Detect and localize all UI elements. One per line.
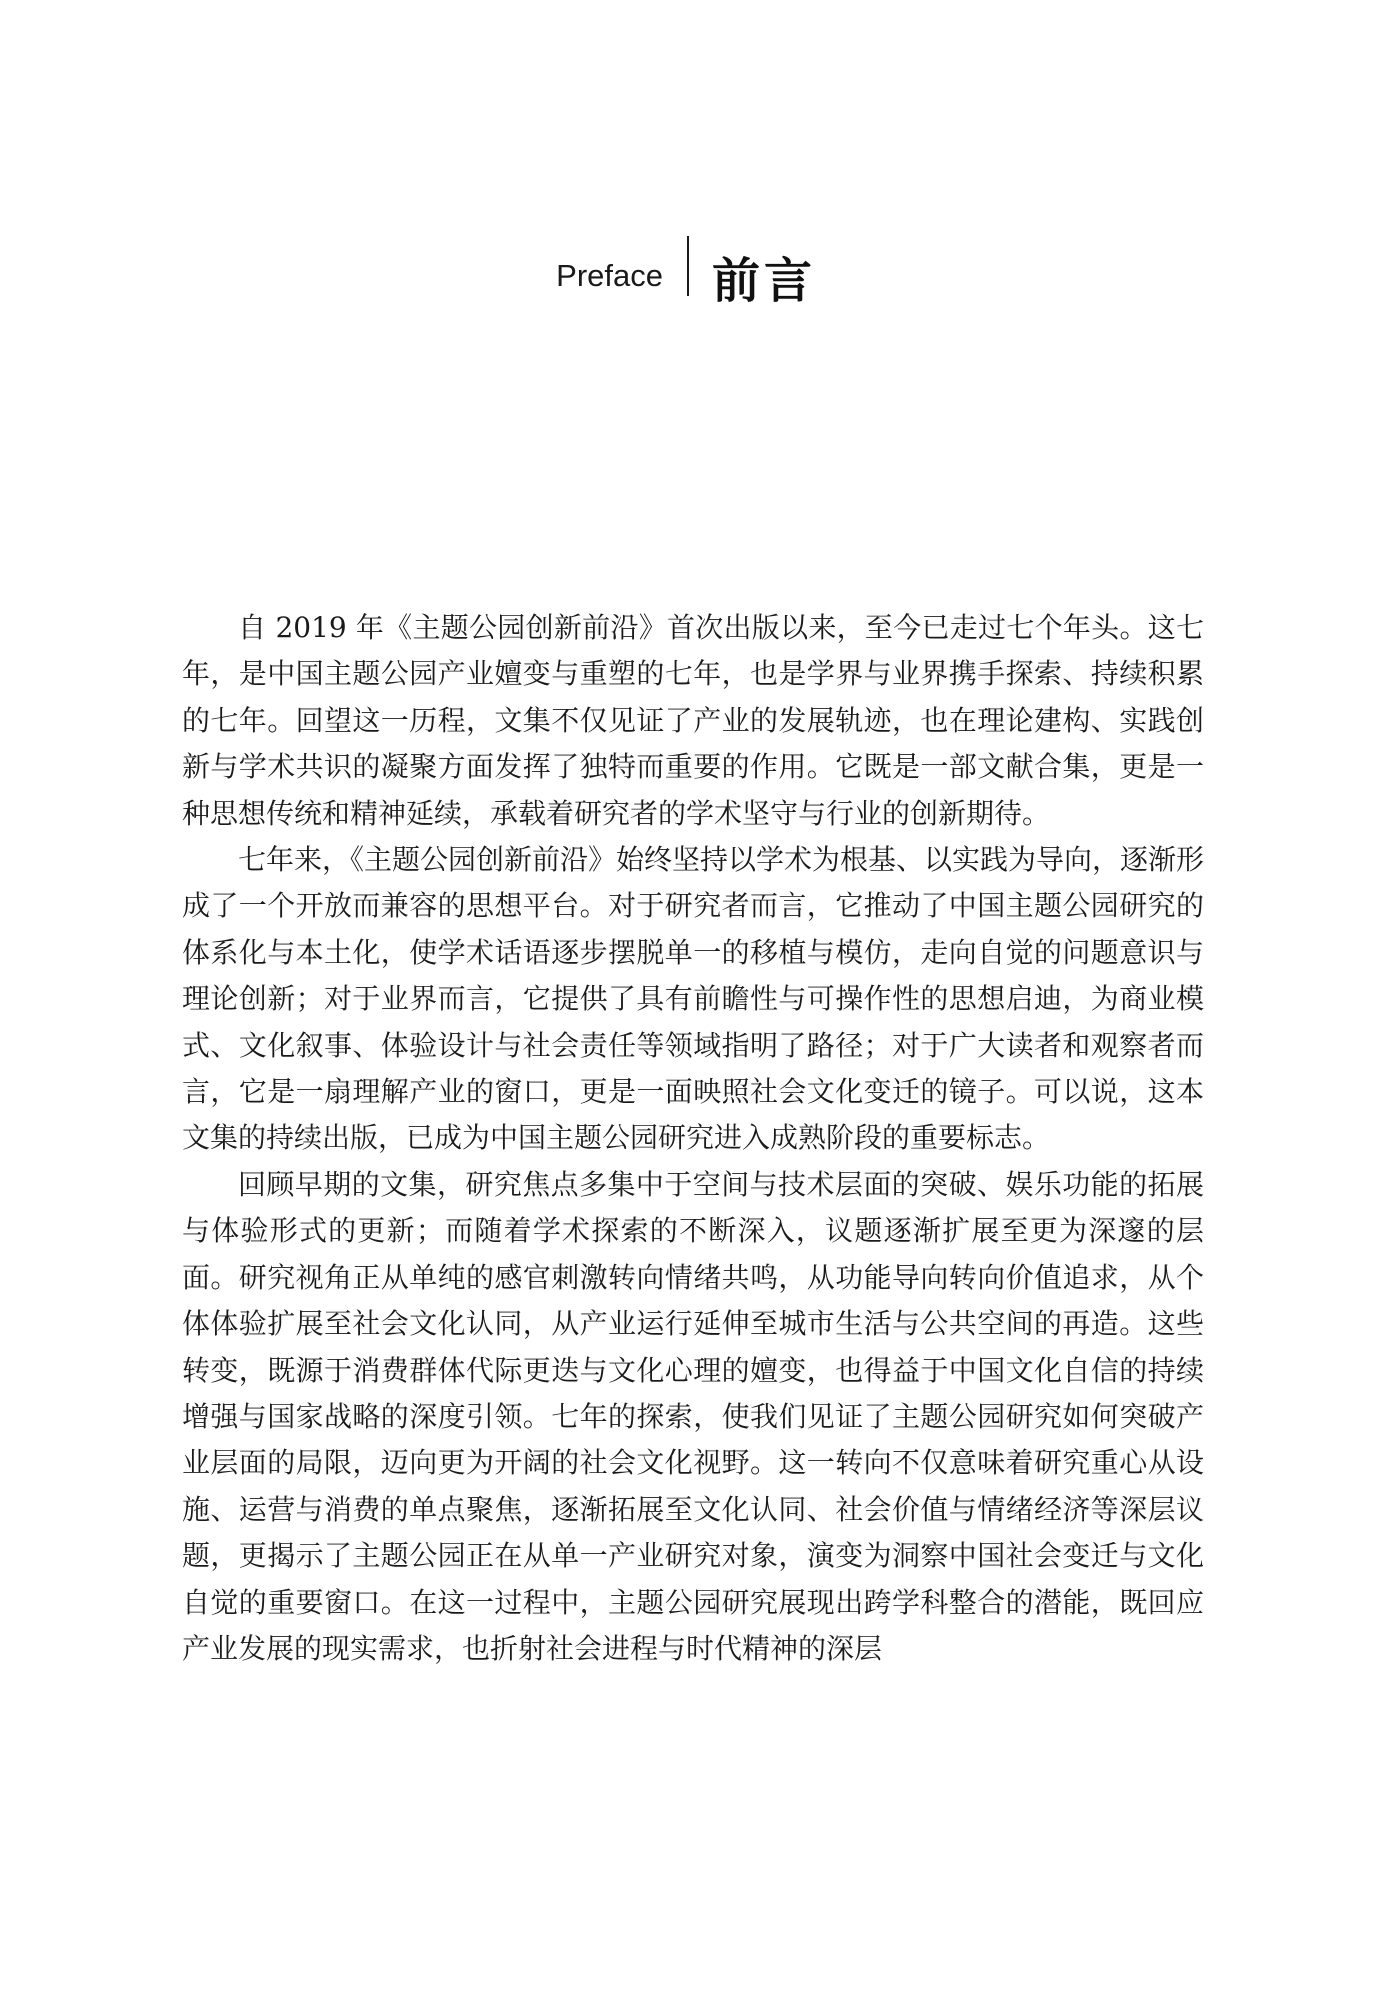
- chinese-title: 前言: [712, 253, 817, 309]
- paragraph-2: 七年来，《主题公园创新前沿》始终坚持以学术为根基、以实践为导向，逐渐形成了一个开放而兼容的思想平台。对于研究者而言，它推动了中国主题公园研究的体系化与本土化，使学术话语逐步摆脱单一的移植与模仿，走向自觉的问题意识与理论创新；对于业界而言，它提供了具有前瞻性与可操作性的思想启迪，为商业模式、文化叙事、体验设计与社会责任等领域指明了路径；对于广大读者和观察者而言，它是一扇理解产业的窗口，更是一面映照社会文化变迁的镜子。可以说，这本文集的持续出版，已成为中国主题公园研究进入成熟阶段的重要标志。: [182, 843, 1205, 1155]
- english-title: Preface: [556, 258, 663, 293]
- paragraph-3: 回顾早期的文集，研究焦点多集中于空间与技术层面的突破、娱乐功能的拓展与体验形式的更新；而随着学术探索的不断深入，议题逐渐扩展至更为深邃的层面。研究视角正从单纯的感官刺激转向情绪共鸣，从功能导向转向价值追求，从个体体验扩展至社会文化认同，从产业运行延伸至城市生活与公共空间的再造。这些转变，既源于消费群体代际更迭与文化心理的嬗变，也得益于中国文化自信的持续增强与国家战略的深度引领。七年的探索，使我们见证了主题公园研究如何突破产业层面的局限，迈向更为开阔的社会文化视野。这一转向不仅意味着研究重心从设施、运营与消费的单点聚焦，逐渐拓展至文化认同、社会价值与情绪经济等深层议题，更揭示了主题公园正在从单一产业研究对象，演变为洞察中国社会变迁与文化自觉的重要窗口。在这一过程中，主题公园研究展现出跨学科整合的潜能，既回应产业发展的现实需求，也折射社会进程与时代精神的深层: [182, 1167, 1204, 1665]
- paragraph-1: 自 2019 年《主题公园创新前沿》首次出版以来，至今已走过七个年头。这七年，是中国主题公园产业嬗变与重塑的七年，也是学界与业界携手探索、持续积累的七年。回望这一历程，文集不仅见证了产业的发展轨迹，也在理论建构、实践创新与学术共识的凝聚方面发挥了独特而重要的作用。它既是一部文献合集，更是一种思想传统和精神延续，承载着研究者的学术坚守与行业的创新期待。: [182, 611, 1204, 830]
- preface-body: [182, 605, 1204, 1672]
- page-header: [0, 236, 1385, 309]
- title-divider: [687, 236, 689, 296]
